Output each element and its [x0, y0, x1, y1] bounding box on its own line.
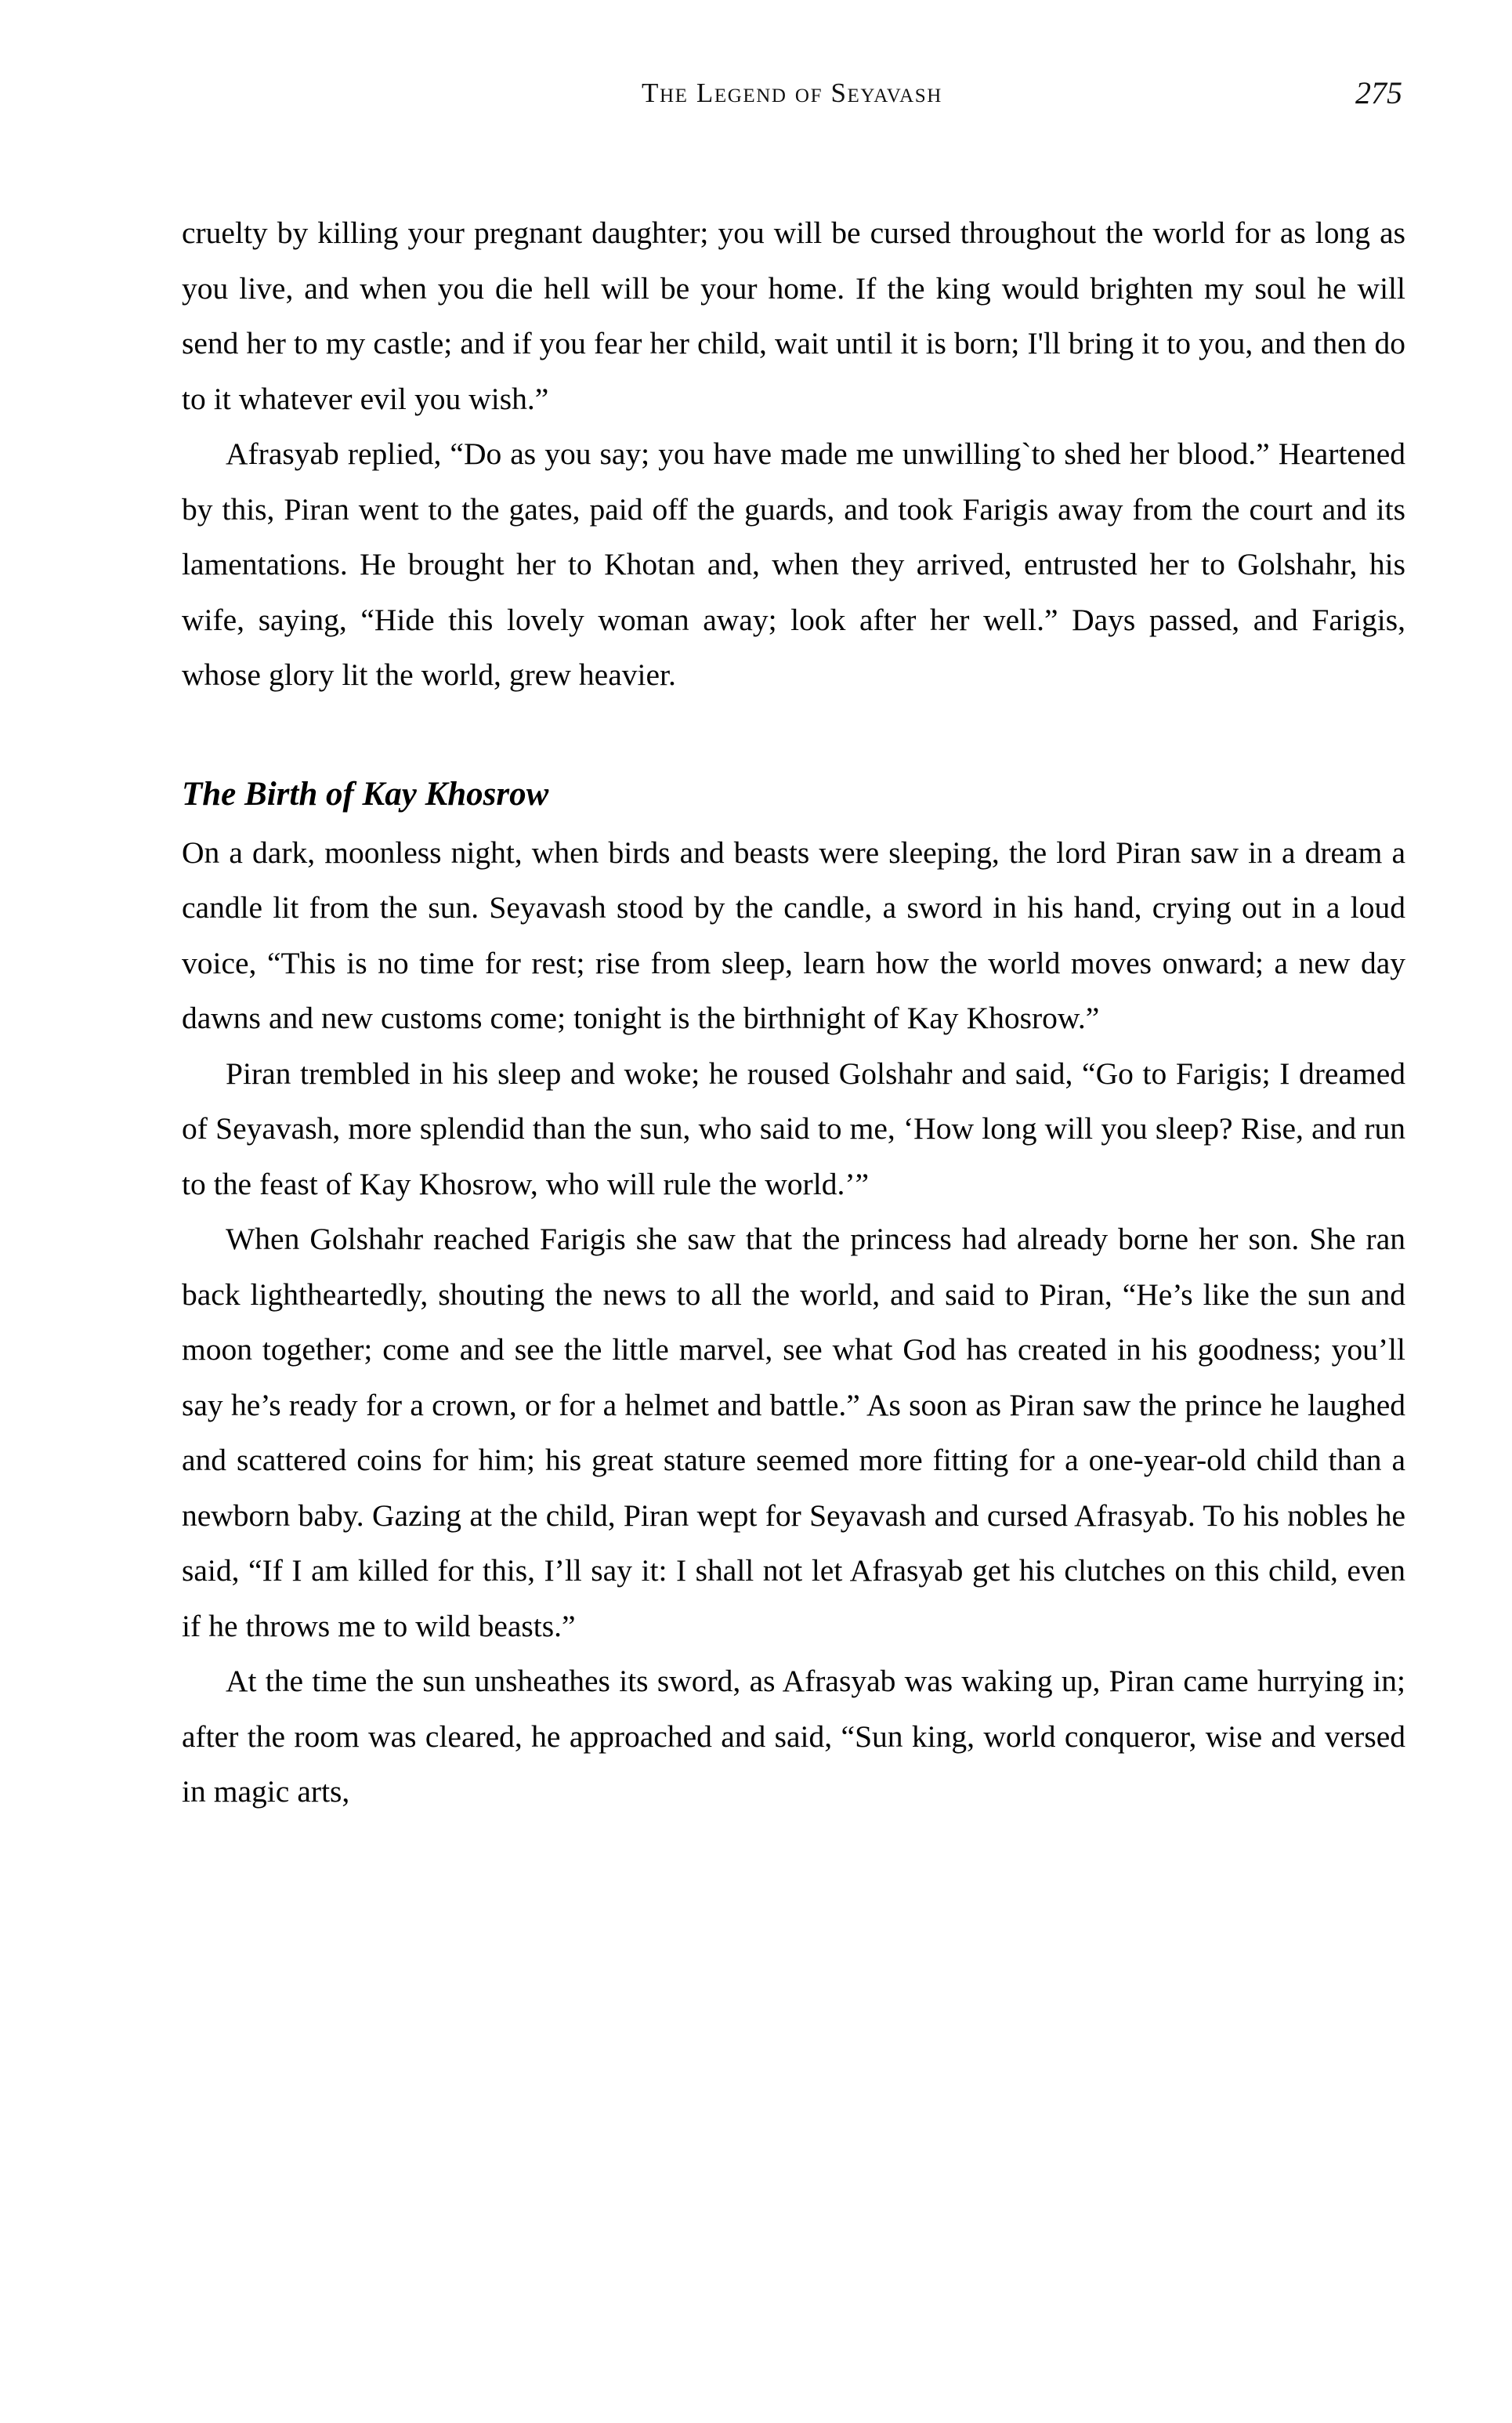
paragraph: At the time the sun unsheathes its sword, as Afrasyab was waking up, Piran came hurrying in; after the room was cleared, he approached and said, “Sun king, world conqueror, wise and versed in magic arts, [182, 1664, 1405, 1809]
paragraph: cruelty by killing your pregnant daughter; you will be cursed throughout the world for as long as you live, and when you die hell will be your home. If the king would brighten my soul he will send her to my castle; and if you fear her child, wait until it is born; I'll bring it to you, and then do to it whatever evil you wish.” [182, 215, 1405, 416]
running-head [182, 75, 1402, 122]
paragraph: Afrasyab replied, “Do as you say; you have made me unwilling`to shed her blood.” Heartened by this, Piran went to the gates, paid off the guards, and took Farigis away from the court and its lamentations. He brought her to Khotan and, when they arrived, entrusted her to Golshahr, his wife, saying, “Hide this lovely woman away; look after her well.” Days passed, and Farigis, whose glory lit the world, grew heavier. [182, 436, 1405, 692]
text-block [182, 205, 1405, 1820]
section-heading: The Birth of Kay Khosrow [182, 775, 549, 813]
heading-spacer [182, 703, 1405, 770]
paragraph: On a dark, moonless night, when birds and beasts were sleeping, the lord Piran saw in a dream a candle lit from the sun. Seyavash stood by the candle, a sword in his hand, crying out in a loud voice, “This is no time for rest; rise from sleep, learn how the world moves onward; a new day dawns and new customs come; tonight is the birthnight of Kay Khosrow.” [182, 835, 1405, 1035]
paragraph: Piran trembled in his sleep and woke; he roused Golshahr and said, “Go to Farigis; I dreamed of Seyavash, more splendid than the sun, who said to me, ‘How long will you sleep? Rise, and run to the feast of Kay Khosrow, who will rule the world.’” [182, 1056, 1405, 1201]
paragraph: When Golshahr reached Farigis she saw that the princess had already borne her son. She ran back lightheartedly, shouting the news to all the world, and said to Piran, “He’s like the sun and moon together; come and see the little marvel, see what God has created in his goodness; you’ll say he’s ready for a crown, or for a helmet and battle.” As soon as Piran saw the prince he laughed and scattered coins for him; his great stature seemed more fitting for a one-year-old child than a newborn baby. Gazing at the child, Piran wept for Seyavash and cursed Afrasyab. To his nobles he said, “If I am killed for this, I’ll say it: I shall not let Afrasyab get his clutches on this child, even if he throws me to wild beasts.” [182, 1222, 1405, 1643]
running-head-title: The Legend of Seyavash [642, 78, 942, 108]
page-number: 275 [1355, 75, 1402, 110]
heading-spacer-bottom [182, 819, 1405, 825]
